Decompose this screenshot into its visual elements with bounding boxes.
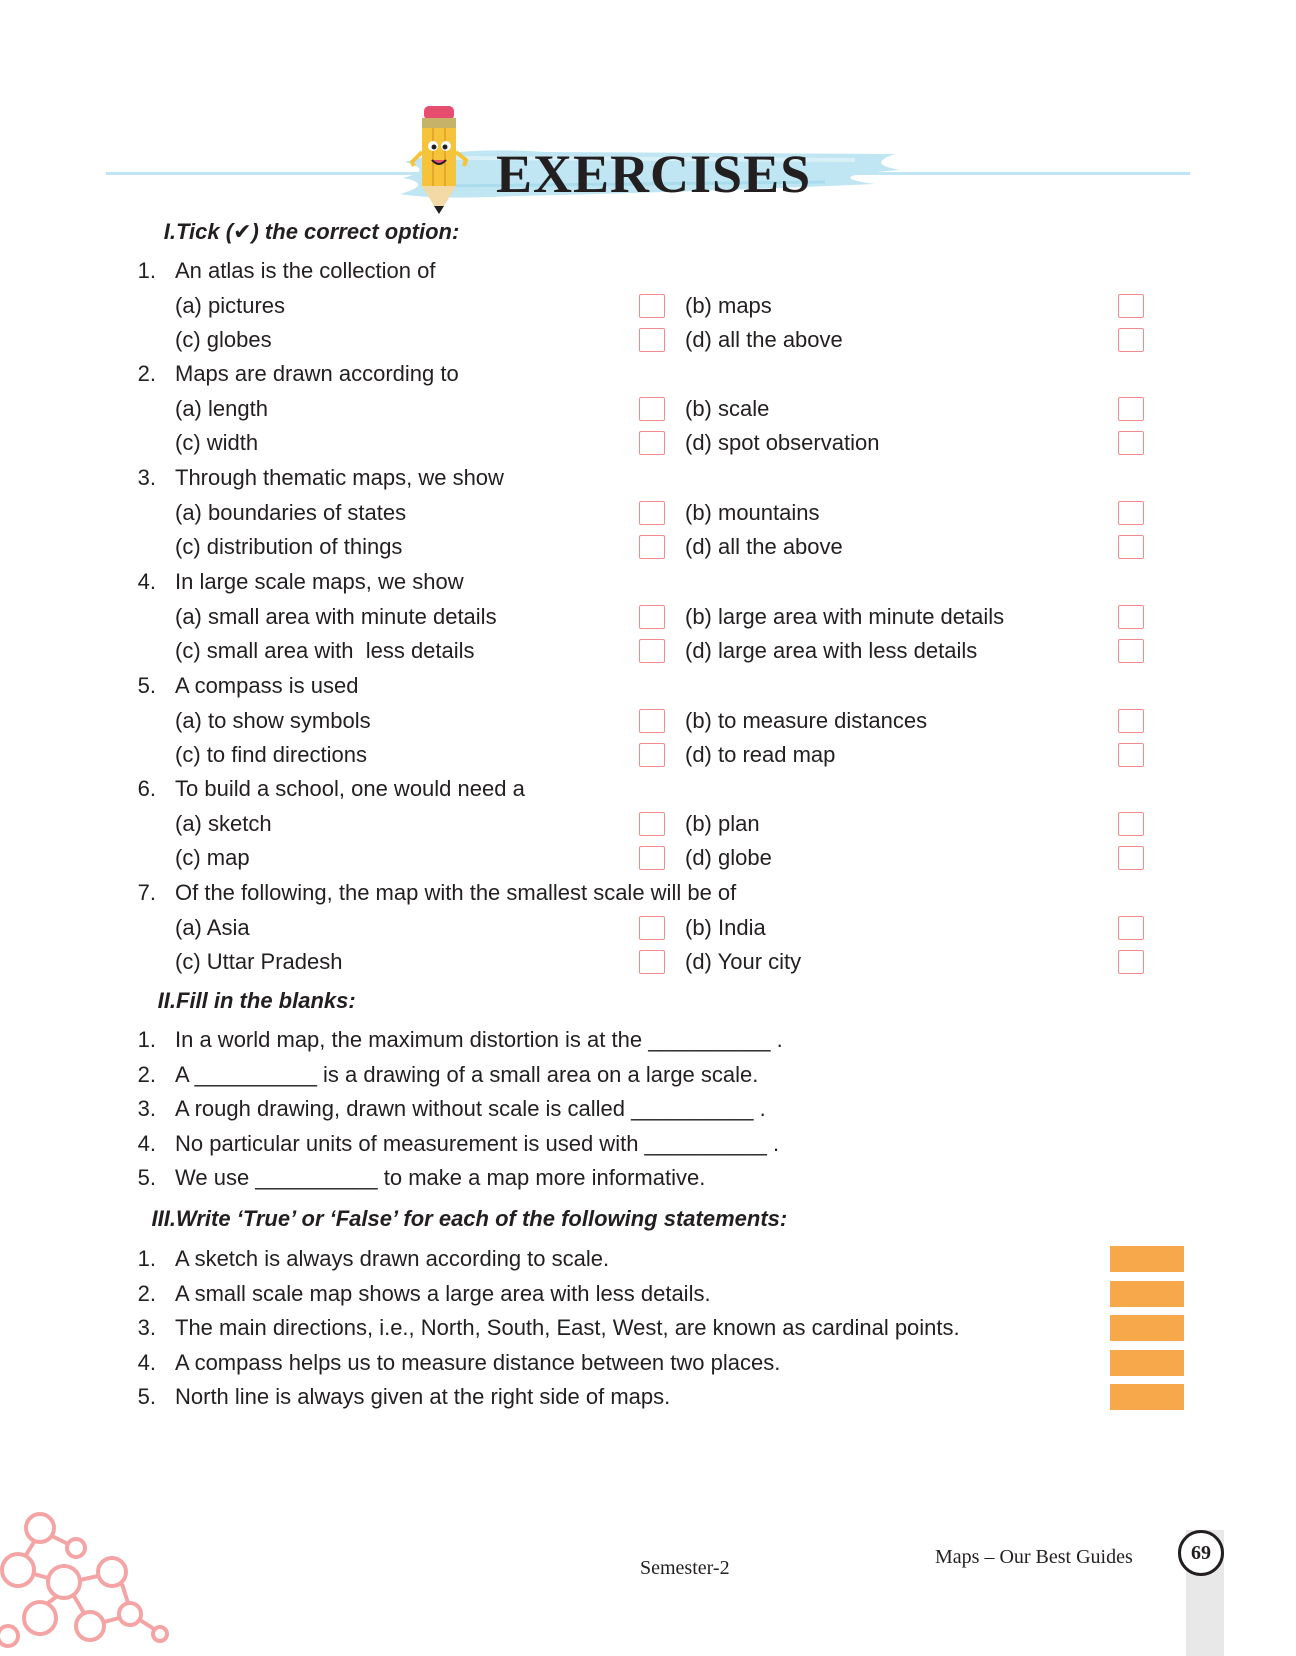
pencil-mascot-icon [408,102,470,218]
question-number: 3. [137,465,156,490]
exercises-header [0,90,1296,220]
fill-blank-text: A __________ is a drawing of a small area on a large scale. [175,1061,759,1087]
question-text: Of the following, the map with the smallest scale will be of [175,880,737,905]
true-false-row [0,1382,1296,1412]
option-d-checkbox[interactable] [1118,431,1144,455]
option-c-checkbox[interactable] [639,639,665,663]
item-number: 3. [137,1096,156,1121]
option-row [0,913,1296,943]
page-number: 69 [1178,1530,1224,1576]
option-d-checkbox[interactable] [1118,328,1144,352]
question-row [0,774,1296,804]
statement-text: A sketch is always drawn according to scale. [175,1246,610,1271]
option-c: (c) small area with less details [175,638,475,663]
option-a-checkbox[interactable] [639,294,665,318]
option-row [0,636,1296,666]
question-row [0,567,1296,597]
statement-text: North line is always given at the right side of maps. [175,1384,671,1409]
option-b-checkbox[interactable] [1118,501,1144,525]
option-a-checkbox[interactable] [639,397,665,421]
option-b: (b) plan [685,810,760,836]
true-false-row [0,1348,1296,1378]
option-b-checkbox[interactable] [1118,397,1144,421]
item-number: 1. [137,1246,156,1271]
footer-semester: Semester-2 [640,1557,730,1579]
true-false-row [0,1279,1296,1309]
option-c: (c) map [175,845,250,870]
option-row [0,602,1296,632]
question-text: To build a school, one would need a [175,776,525,801]
option-a: (a) sketch [175,810,272,836]
answer-box[interactable] [1110,1384,1184,1410]
fill-blank-text: We use __________ to make a map more informative. [175,1165,706,1190]
section-3-heading [122,1205,788,1233]
option-d: (d) to read map [685,742,836,767]
option-d-checkbox[interactable] [1118,846,1144,870]
question-number: 2. [137,361,156,386]
fill-blank-row [0,1163,1296,1193]
item-number: 4. [137,1130,156,1156]
item-number: 5. [137,1165,156,1190]
option-b-checkbox[interactable] [1118,812,1144,836]
fill-blank-row [0,1094,1296,1124]
option-b: (b) maps [685,292,772,318]
option-d-checkbox[interactable] [1118,743,1144,767]
question-text: In large scale maps, we show [175,569,464,594]
option-d: (d) globe [685,845,772,870]
page-title: EXERCISES [496,144,812,204]
item-number: 5. [137,1384,156,1409]
section-2-heading [122,987,356,1015]
option-b: (b) scale [685,395,770,421]
footer-chapter-title: Maps – Our Best Guides [935,1546,1133,1568]
question-row [0,671,1296,701]
option-d: (d) Your city [685,949,802,974]
option-c-checkbox[interactable] [639,743,665,767]
question-number: 4. [137,569,156,594]
item-number: 2. [137,1061,156,1087]
question-text: Maps are drawn according to [175,361,459,386]
option-d: (d) spot observation [685,430,880,455]
item-number: 1. [137,1027,156,1052]
option-row [0,706,1296,736]
option-b-checkbox[interactable] [1118,709,1144,733]
fill-blank-text: In a world map, the maximum distortion is at the __________ . [175,1027,783,1052]
option-d: (d) all the above [685,327,843,352]
option-row [0,325,1296,355]
question-row [0,359,1296,389]
answer-box[interactable] [1110,1350,1184,1376]
fill-blank-row [0,1060,1296,1090]
option-a: (a) boundaries of states [175,499,407,525]
item-number: 3. [137,1315,156,1340]
question-number: 6. [137,776,156,801]
question-text: A compass is used [175,673,359,698]
option-c: (c) to find directions [175,742,367,767]
option-d: (d) large area with less details [685,638,978,663]
option-c: (c) distribution of things [175,534,403,559]
option-b: (b) large area with minute details [685,603,1005,629]
option-b-checkbox[interactable] [1118,605,1144,629]
item-number: 2. [137,1280,156,1306]
option-row [0,532,1296,562]
option-c-checkbox[interactable] [639,950,665,974]
molecule-decoration-icon [0,1508,175,1656]
question-number: 7. [137,880,156,905]
option-b: (b) to measure distances [685,707,928,733]
option-b-checkbox[interactable] [1118,916,1144,940]
option-c: (c) width [175,430,259,455]
question-number: 1. [137,258,156,283]
option-row [0,291,1296,321]
option-b: (b) mountains [685,499,820,525]
option-d-checkbox[interactable] [1118,535,1144,559]
option-c-checkbox[interactable] [639,328,665,352]
fill-blank-row [0,1129,1296,1159]
section-1-heading [122,218,460,246]
option-row [0,843,1296,873]
question-row [0,256,1296,286]
option-row [0,428,1296,458]
option-a-checkbox[interactable] [639,605,665,629]
option-c: (c) globes [175,327,272,352]
option-c-checkbox[interactable] [639,846,665,870]
option-d-checkbox[interactable] [1118,639,1144,663]
section-number: III. [151,1206,176,1231]
answer-box[interactable] [1110,1315,1184,1341]
option-d: (d) all the above [685,534,843,559]
section-title: Write ‘True’ or ‘False’ for each of the following statements: [176,1206,788,1231]
option-a: (a) Asia [175,914,250,940]
option-a-checkbox[interactable] [639,709,665,733]
option-a-checkbox[interactable] [639,812,665,836]
option-a: (a) to show symbols [175,707,371,733]
option-a-checkbox[interactable] [639,916,665,940]
true-false-row [0,1244,1296,1274]
section-title: Fill in the blanks: [176,988,356,1013]
statement-text: The main directions, i.e., North, South, East, West, are known as cardinal points. [175,1315,960,1340]
question-row [0,463,1296,493]
option-c-checkbox[interactable] [639,535,665,559]
option-c: (c) Uttar Pradesh [175,949,343,974]
fill-blank-text: No particular units of measurement is used with __________ . [175,1130,780,1156]
option-d-checkbox[interactable] [1118,950,1144,974]
option-row [0,394,1296,424]
option-c-checkbox[interactable] [639,431,665,455]
option-row [0,498,1296,528]
true-false-row [0,1313,1296,1343]
section-number: II. [157,988,176,1013]
question-text: Through thematic maps, we show [175,465,504,490]
question-text: An atlas is the collection of [175,258,436,283]
option-a: (a) small area with minute details [175,603,497,629]
option-a: (a) pictures [175,292,286,318]
option-row [0,740,1296,770]
option-row [0,947,1296,977]
option-b-checkbox[interactable] [1118,294,1144,318]
option-b: (b) India [685,914,766,940]
section-number: I. [163,219,176,244]
item-number: 4. [137,1349,156,1375]
answer-box[interactable] [1110,1246,1184,1272]
answer-box[interactable] [1110,1281,1184,1307]
section-title: Tick (✔) the correct option: [176,219,460,244]
option-a-checkbox[interactable] [639,501,665,525]
statement-text: A compass helps us to measure distance between two places. [175,1349,781,1375]
question-row [0,878,1296,908]
option-a: (a) length [175,395,268,421]
option-row [0,809,1296,839]
fill-blank-row [0,1025,1296,1055]
statement-text: A small scale map shows a large area with less details. [175,1280,711,1306]
question-number: 5. [137,673,156,698]
fill-blank-text: A rough drawing, drawn without scale is called __________ . [175,1096,766,1121]
